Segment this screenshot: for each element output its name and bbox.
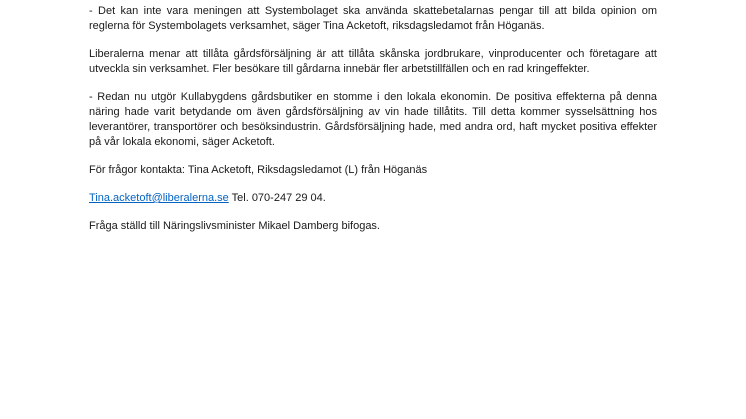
statement-paragraph: Liberalerna menar att tillåta gårdsförsäljning är att tillåta skånska jordbrukare, vinproducenter och företagare att utveckla sin verksamhet. Fler besökare till gårdarna innebär fler arbetstillfällen och en rad kringeffekter. [89, 48, 657, 75]
contact-line: För frågor kontakta: Tina Acketoft, Riksdagsledamot (L) från Höganäs [89, 164, 428, 176]
email-link[interactable]: Tina.acketoft@liberalerna.se [89, 192, 229, 204]
quote-paragraph-1: - Det kan inte vara meningen att Systembolaget ska använda skattebetalarnas pengar till att bilda opinion om reglerna för Systembolagets verksamhet, säger Tina Acketoft, riksdagsledamot från Höganäs. [89, 5, 657, 32]
closing-line: Fråga ställd till Näringslivsminister Mikael Damberg bifogas. [89, 220, 380, 232]
quote-paragraph-2: - Redan nu utgör Kullabygdens gårdsbutiker en stomme i den lokala ekonomin. De positiva effekterna på denna näring hade varit betydande om även gårdsförsäljning av vin hade tillåtits. Till detta kommer sysselsättning hos leverantörer, transportörer och besöksindustrin. Gårdsförsäljning hade, med andra ord, haft mycket positiva effekter på vår lokala ekonomi, säger Acketoft. [89, 91, 657, 148]
phone-number: Tel. 070-247 29 04. [228, 192, 326, 204]
contact-details [89, 191, 657, 206]
document-body [89, 4, 657, 247]
